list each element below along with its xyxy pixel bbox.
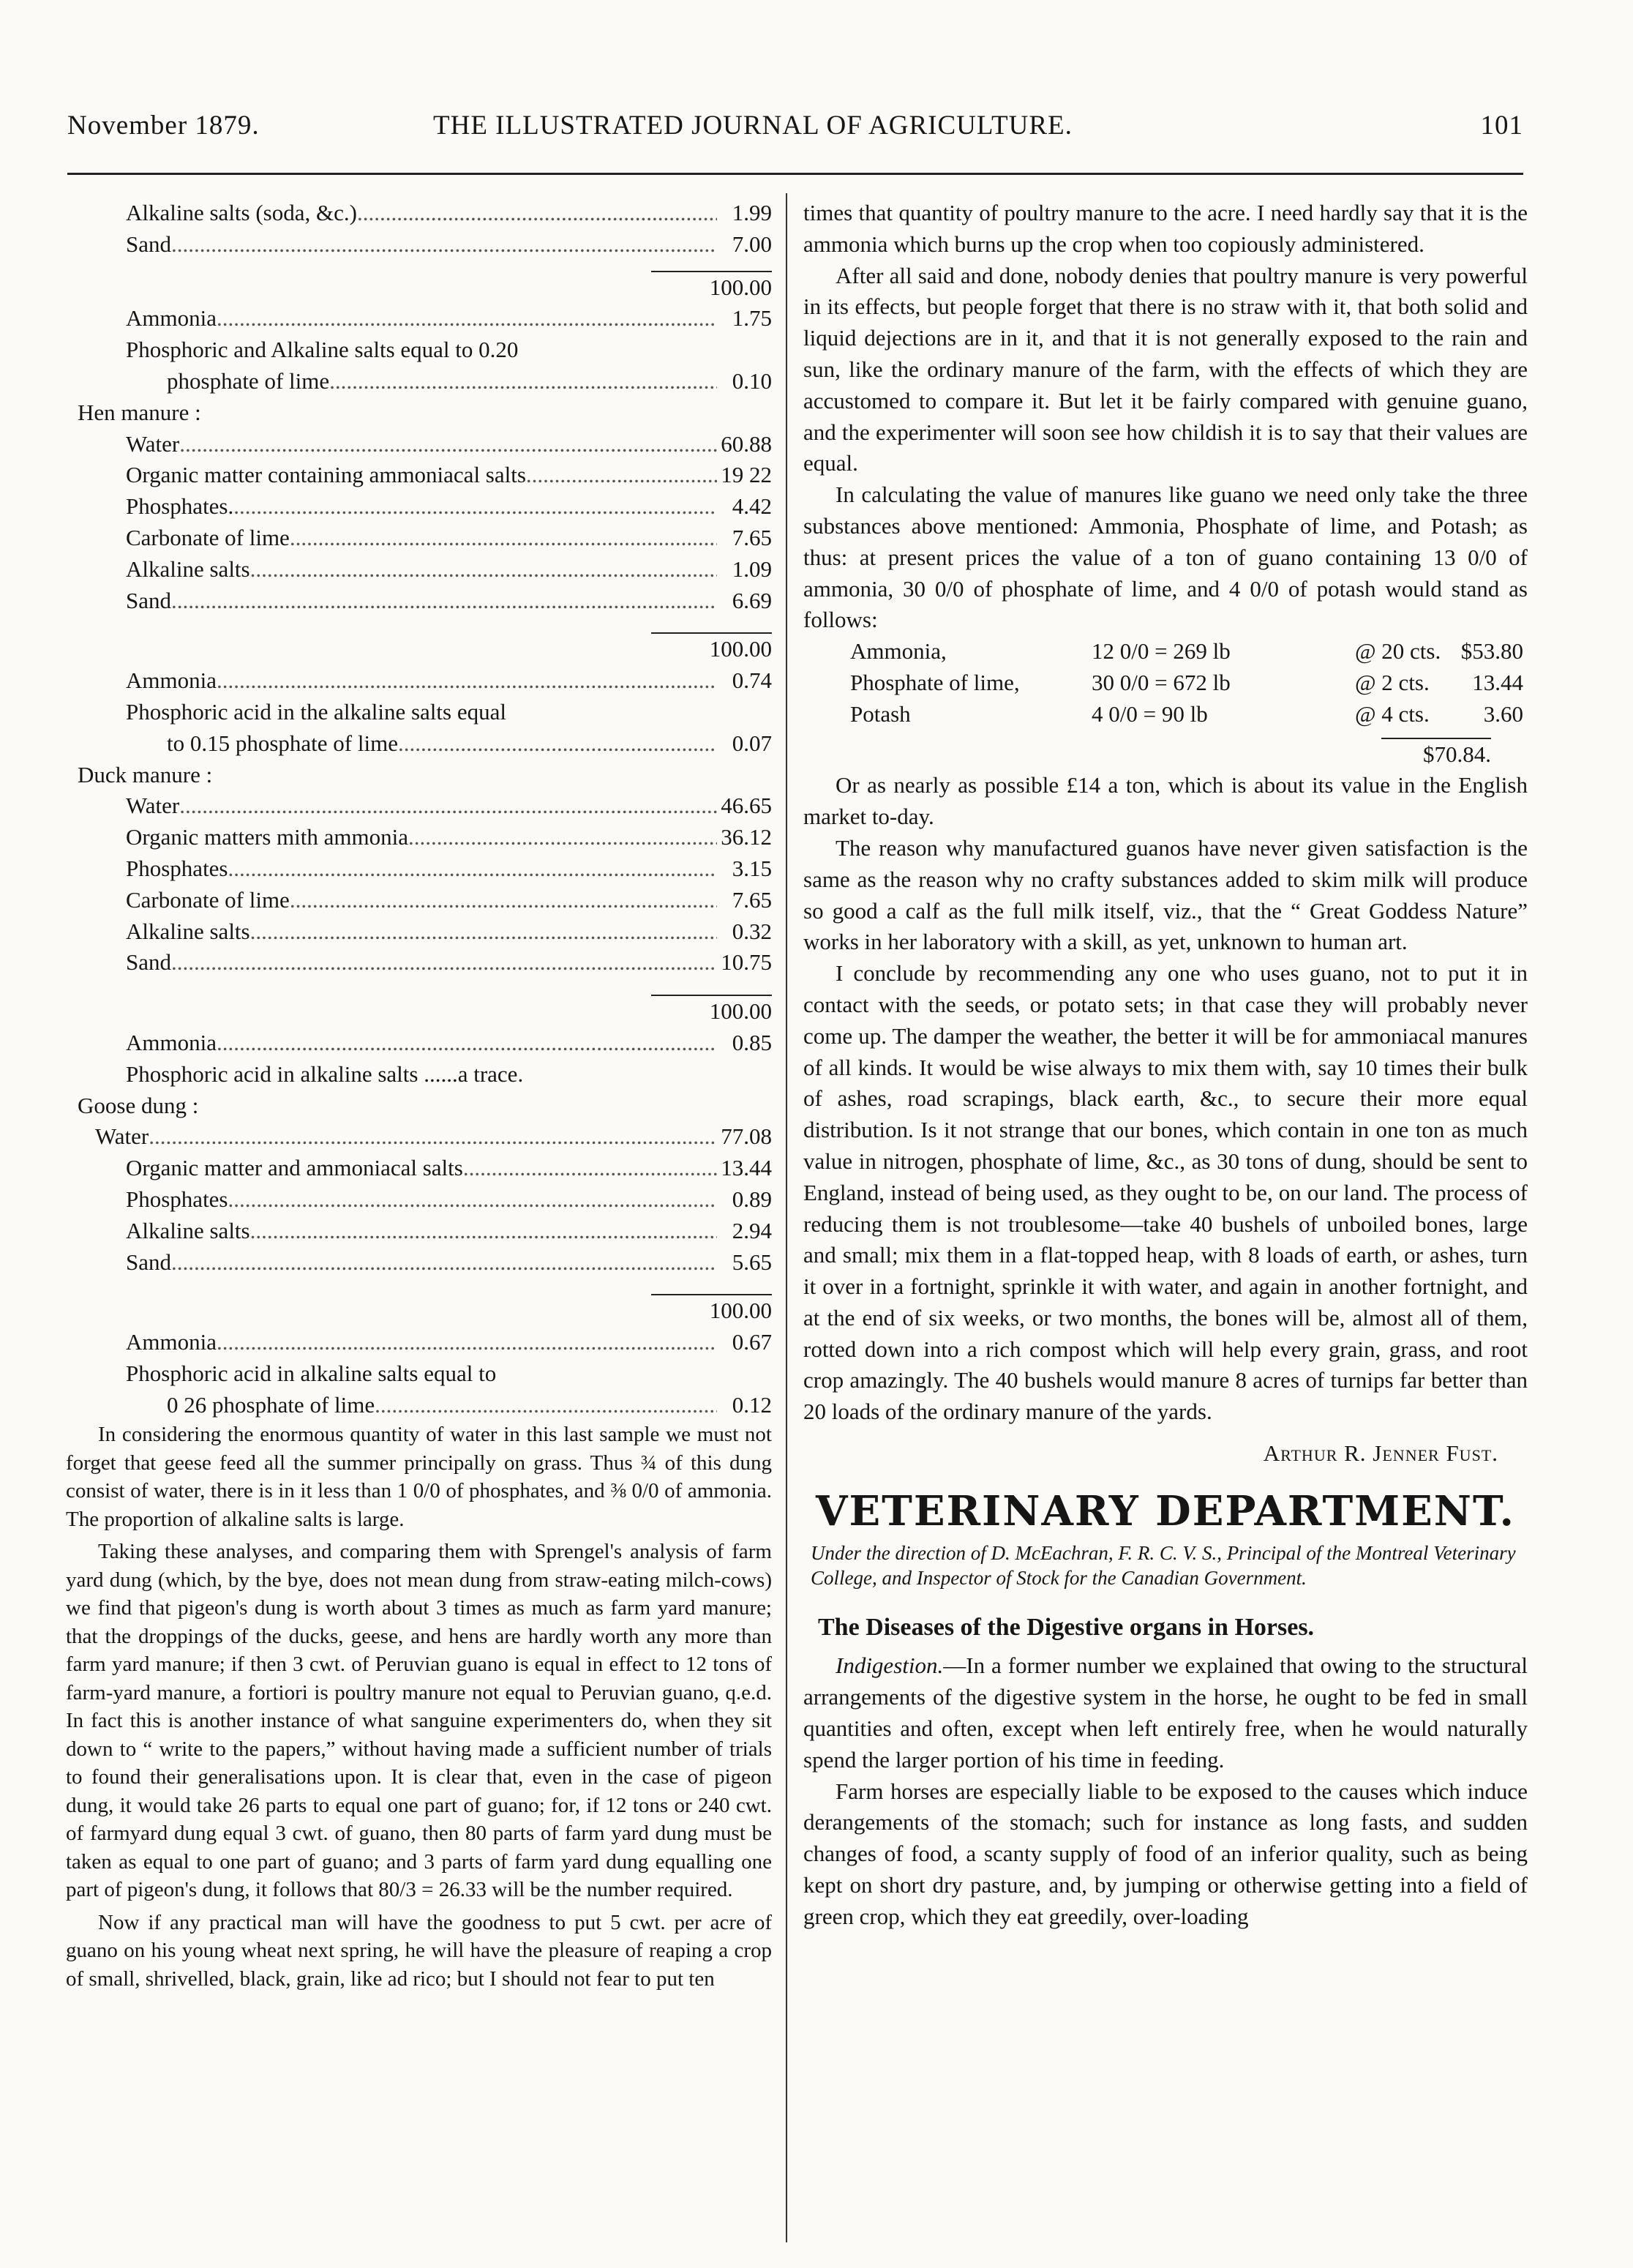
- analysis-row: Carbonate of lime ..... 7.65: [66, 523, 772, 554]
- analysis-row: Alkaline salts (soda, &c.) ..... 1.99: [66, 198, 772, 229]
- analysis-row: Ammonia ..... 0.85: [66, 1028, 772, 1059]
- paragraph: times that quantity of poultry manure to the acre. I need hardly say that it is the ammonia which burns up the crop when too copiously administered.: [803, 200, 1528, 257]
- analysis-row: Ammonia ..... 1.75: [66, 303, 772, 334]
- section-title-duck: Duck manure :: [78, 761, 213, 787]
- analysis-note: Phosphoric and Alkaline salts equal to 0.20: [126, 337, 519, 363]
- price-total: $70.84.: [803, 738, 1528, 771]
- goose-rows: [66, 1153, 772, 1278]
- paragraph: Taking these analyses, and comparing them with Sprengel's analysis of farm yard dung (which, by the bye, does not mean dung from straw-eating milch-cows) we find that pigeon's dung is worth about 3 times as much as farm yard manure; that the droppings of the ducks, geese, and hens are hardly worth any more than farm yard manure; if then 3 cwt. of Peruvian guano is equal in effect to 12 tons of farm-yard manure, a fortiori is poultry manure not equal to Peruvian guano, q.e.d. In fact this is another instance of what sanguine experimenters do, when they sit down to “ write to the papers,” without having made a sufficient number of trials to found their generalisations upon. It is clear that, even in the case of pigeon dung, it would take 26 parts to equal one part of guano; for, if 12 tons or 240 cwt. of farmyard dung equal 3 cwt. of guano, then 80 parts of farm yard dung must be taken as equal to one part of guano; and 3 parts of farm yard dung equalling one part of pigeon's dung, it follows that 80/3 = 26.33 will be the number required.: [66, 1540, 772, 1902]
- analysis-row: Water ..... 60.88: [66, 429, 772, 460]
- paragraph: In considering the enormous quantity of water in this last sample we must not forget that geese feed all the summer principally on grass. Thus ¾ of this dung consist of water, there is in it less than 1 0/0 of phosphates, and ⅜ 0/0 of ammonia. The proportion of alkaline salts is large.: [66, 1423, 772, 1531]
- analysis-row: Ammonia ..... 0.67: [66, 1327, 772, 1358]
- analysis-total: 100.00: [66, 1294, 772, 1327]
- header-rule: [67, 173, 1523, 175]
- analysis-row: Carbonate of lime ..... 7.65: [66, 885, 772, 916]
- analysis-row: Alkaline salts ..... 2.94: [66, 1216, 772, 1247]
- analysis-row: Water ..... 46.65: [66, 790, 772, 822]
- paragraph: Now if any practical man will have the goodness to put 5 cwt. per acre of guano on his young wheat next spring, he will have the pleasure of reaping a crop of small, shrivelled, black, grain, like ad rico; but I should not fear to put ten: [66, 1910, 772, 1991]
- department-byline: Under the direction of D. McEachran, F. R. C. V. S., Principal of the Montreal Veterinary College, and Inspector of Stock for the Canadian Government.: [811, 1541, 1516, 1589]
- header-date: November 1879.: [67, 111, 260, 141]
- paragraph: I conclude by recommending any one who uses guano, not to put it in contact with the seeds, or potato sets; in that case they will probably never come up. The damper the weather, the better it will be for ammoniacal manures of all kinds. It would be wise always to mix them with, say 10 times their bulk of ashes, road scrapings, black earth, &c., to secure their more equal distribution. Is it not strange that our bones, which contain in one ton as much value in nitrogen, phosphate of lime, &c., as 30 tons of dung, should be sent to England, instead of being used, as they ought to be, on our land. The process of reducing them is not troublesome—take 40 bushels of unboiled bones, large and small; mix them in a flat-topped heap, with 8 loads of earth, or ashes, turn it over in a fortnight, sprinkle it with water, and again in another fortnight, and at the end of six weeks, or two months, the bones will be, almost all of them, rotted down into a rich compost which will help every grain, grass, and root crop amazingly. The 40 bushels would manure 8 acres of turnips far better than 20 loads of the ordinary manure of the yards.: [803, 960, 1528, 1425]
- price-table: [803, 636, 1528, 770]
- paragraph: The reason why manufactured guanos have never given satisfaction is the same as the reason why no crafty substances added to skim milk will produce so good a calf as the full milk itself, viz., that the “ Great Goddess Nature” works in her laboratory with a skill, as yet, unknown to human art.: [803, 834, 1528, 955]
- right-column: [803, 198, 1528, 2225]
- price-row: Potash 4 0/0 = 90 lb @ 4 cts. 3.60: [850, 700, 1523, 727]
- left-column: [66, 198, 772, 2130]
- author-signature: Arthur R. Jenner Fust.: [1263, 1440, 1498, 1467]
- analysis-row: Organic matters mith ammonia ..... 36.12: [66, 822, 772, 853]
- duck-rows: [66, 790, 772, 978]
- analysis-row: Alkaline salts ..... 1.09: [66, 554, 772, 585]
- analysis-row: Phosphates ..... 0.89: [66, 1184, 772, 1216]
- lead-term: Indigestion.: [836, 1653, 944, 1679]
- paragraph: Or as nearly as possible £14 a ton, which is about its value in the English market to-day.: [803, 772, 1528, 830]
- analysis-row: Sand ..... 6.69: [66, 585, 772, 617]
- analysis-note: Phosphoric acid in alkaline salts ......a trace.: [126, 1060, 524, 1087]
- paragraph: In calculating the value of manures like guano we need only take the three substances above mentioned: Ammonia, Phosphate of lime, and Potash; as thus: at present prices the value of a ton of guano containing 13 0/0 of ammonia, 30 0/0 of phosphate of lime, and 4 0/0 of potash would stand as follows:: [803, 482, 1528, 633]
- analysis-row: to 0.15 phosphate of lime ..... 0.07: [66, 728, 772, 760]
- page-number: 101: [1480, 111, 1523, 141]
- analysis-row: Organic matter and ammoniacal salts ..... 13.44: [66, 1153, 772, 1184]
- analysis-note: Phosphoric acid in the alkaline salts equal: [126, 698, 506, 725]
- analysis-note: Phosphoric acid in alkaline salts equal to: [126, 1360, 497, 1386]
- analysis-row: Organic matter containing ammoniacal salts ..... 19 22: [66, 460, 772, 491]
- analysis-total: 100.00: [66, 632, 772, 665]
- analysis-row: 0 26 phosphate of lime ..... 0.12: [66, 1390, 772, 1421]
- price-row: Phosphate of lime, 30 0/0 = 672 lb @ 2 cts. 13.44: [850, 669, 1523, 695]
- analysis-row: Alkaline salts ..... 0.32: [66, 916, 772, 948]
- journal-title: THE ILLUSTRATED JOURNAL OF AGRICULTURE.: [433, 111, 1073, 141]
- section-title-hen: Hen manure :: [78, 399, 201, 425]
- price-row: Ammonia, 12 0/0 = 269 lb @ 20 cts. $53.80: [850, 638, 1523, 665]
- department-heading: VETERINARY DEPARTMENT.: [816, 1486, 1515, 1535]
- analysis-row: phosphate of lime ..... 0.10: [66, 366, 772, 397]
- analysis-total: 100.00: [66, 995, 772, 1028]
- article-title: The Diseases of the Digestive organs in Horses.: [818, 1613, 1315, 1641]
- hen-rows: [66, 429, 772, 617]
- paragraph: Farm horses are especially liable to be exposed to the causes which induce derangements of the stomach; such for instance as long fasts, and sudden changes of food, a scanty supply of food of an inferior quality, such as being kept on short dry pasture, and, by jumping or otherwise getting into a field of green crop, which they eat greedily, over-loading: [803, 1778, 1528, 1929]
- analysis-row: Water ..... 77.08: [66, 1121, 772, 1153]
- column-divider: [786, 193, 787, 2242]
- analysis-row: Ammonia ..... 0.74: [66, 665, 772, 697]
- analysis-total: 100.00: [66, 271, 772, 304]
- analysis-row: Sand ..... 7.00: [66, 229, 772, 261]
- paragraph: Indigestion.—In a former number we explained that owing to the structural arrangements of the digestive system in the horse, he ought to be fed in small quantities and often, except when left entirely free, when he would naturally spend the larger portion of his time in feeding.: [803, 1653, 1528, 1773]
- paragraph: After all said and done, nobody denies that poultry manure is very powerful in its effects, but people forget that there is no straw with it, that both solid and liquid dejections are in it, and that it is not generally exposed to the rain and sun, like the ordinary manure of the farm, with the effects of which they are accustomed to compare it. But let it be fairly compared with genuine guano, and the experimenter will soon see how childish it is to say that their values are equal.: [803, 262, 1528, 476]
- analysis-row: Phosphates ..... 3.15: [66, 853, 772, 885]
- analysis-row: Sand ..... 10.75: [66, 947, 772, 978]
- analysis-row: Phosphates. ..... 4.42: [66, 491, 772, 523]
- section-title-goose: Goose dung :: [78, 1092, 199, 1118]
- page-header: [67, 110, 1523, 154]
- analysis-row: Sand ..... 5.65: [66, 1247, 772, 1279]
